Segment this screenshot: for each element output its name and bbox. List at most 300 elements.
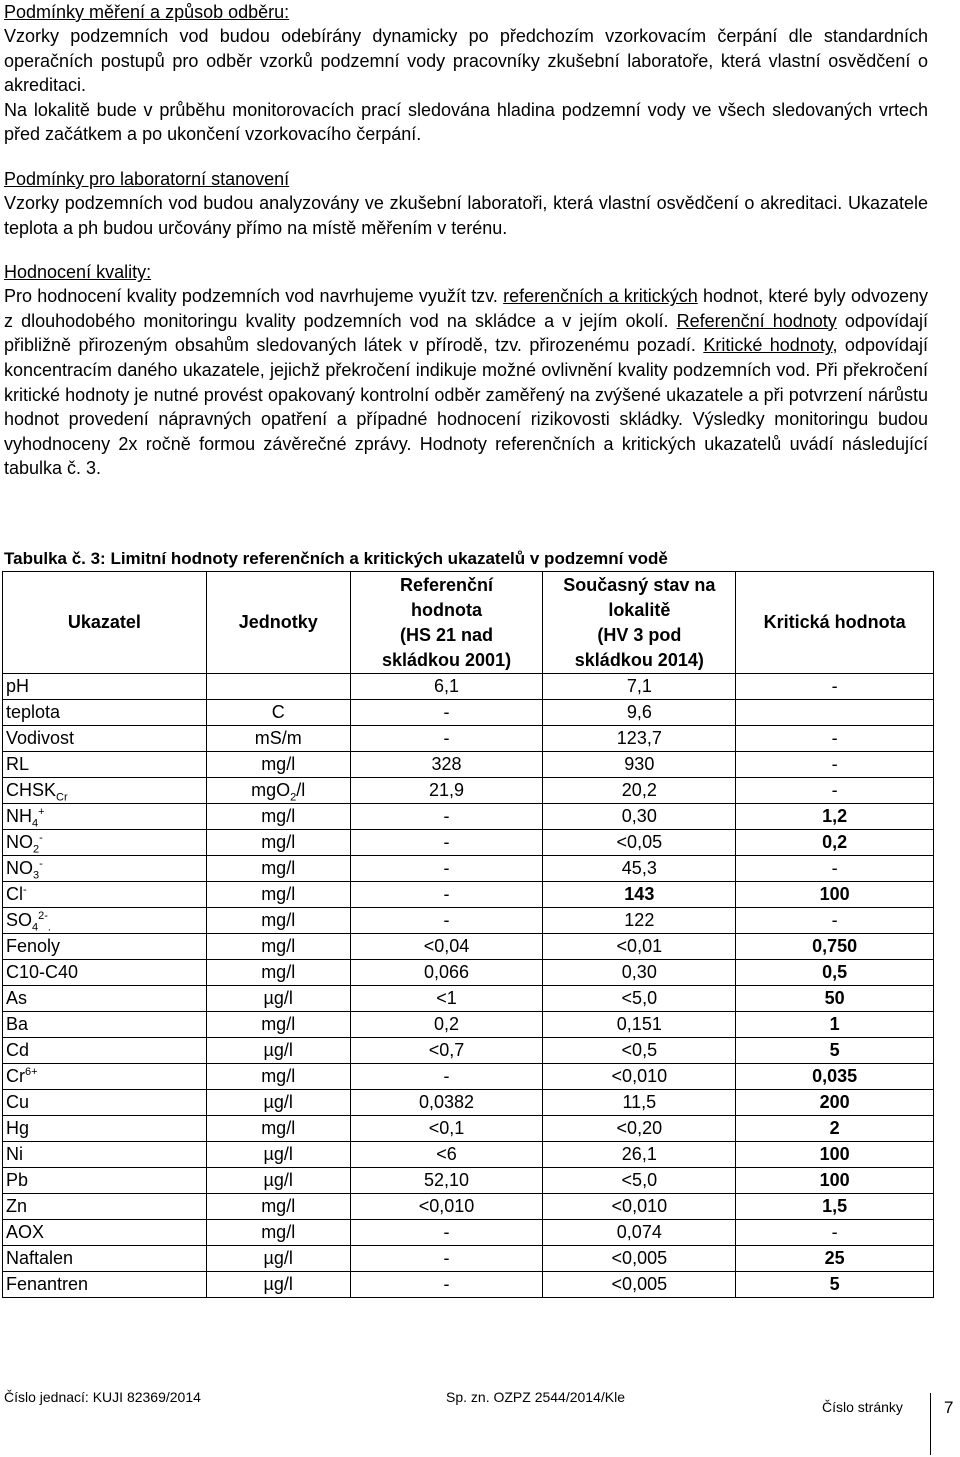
cell-indicator: [3, 1246, 207, 1272]
cell-text: 6+: [25, 1066, 38, 1078]
cell-unit: [206, 1116, 350, 1142]
cell-reference: [350, 1012, 543, 1038]
cell-text: mg/l: [261, 858, 296, 878]
cell-reference: [350, 1142, 543, 1168]
cell-text: C10-C40: [6, 962, 79, 982]
cell-text: mg/l: [261, 1222, 296, 1242]
cell-indicator: [3, 934, 207, 960]
cell-unit: [206, 804, 350, 830]
cell-critical: [736, 1220, 934, 1246]
text-run: , odpovídají koncentracím daného ukazatele, jejichž překročení indikuje možné ovlivnění kvality podzemních vod. Při překročení kritické hodnoty je nutné provést opakovaný kontrolní odběr zaměřený na zvýšené ukazatele a při potvrzení nárůstu hodnot provedení nápravných opatření a případné hodnocení rizikovosti skládky. Výsledky monitoringu budou vyhodnoceny 2x ročně formou závěrečné zprávy. Hodnoty referenčních a kritických ukazatelů uvádí následující tabulka č. 3.: [4, 335, 928, 479]
cell-text: -: [443, 858, 450, 878]
cell-text: <0,01: [616, 936, 663, 956]
cell-current: [543, 1116, 736, 1142]
cell-unit: [206, 726, 350, 752]
cell-indicator: [3, 804, 207, 830]
cell-current: [543, 1038, 736, 1064]
cell-indicator: [3, 1090, 207, 1116]
cell-current: [543, 856, 736, 882]
cell-text: mg/l: [261, 962, 296, 982]
cell-text: Hg: [6, 1118, 30, 1138]
table-row: [3, 1012, 934, 1038]
paragraph: Vzorky podzemních vod budou analyzovány ve zkušební laboratoři, která vlastní osvědčení o akreditaci. Ukazatele teplota a ph budou určovány přímo na místě měřením v terénu.: [4, 192, 928, 238]
header-indicator: Ukazatel: [3, 572, 207, 674]
cell-text: 1: [829, 1014, 840, 1034]
cell-unit: [206, 1220, 350, 1246]
cell-current: [543, 934, 736, 960]
cell-text: Cr: [6, 1066, 25, 1086]
cell-text: 0,30: [621, 806, 657, 826]
cell-current: [543, 700, 736, 726]
cell-critical: [736, 1064, 934, 1090]
text-run: hodnot, které byly odvozeny z dlouhodobého monitoringu kvality podzemních vod na skládce a v jejím okolí.: [4, 286, 928, 331]
cell-text: -: [39, 858, 43, 870]
table-row: [3, 1064, 934, 1090]
cell-text: <5,0: [621, 988, 658, 1008]
table-row: [3, 960, 934, 986]
cell-text: -: [443, 1222, 450, 1242]
header-line: hodnota: [411, 599, 483, 620]
cell-text: -: [831, 910, 838, 930]
header-line: skládkou 2014): [574, 649, 704, 670]
cell-reference: [350, 908, 543, 934]
underlined-term: Referenční hodnoty: [676, 310, 837, 331]
cell-reference: [350, 1194, 543, 1220]
cell-reference: [350, 856, 543, 882]
cell-text: 0,074: [616, 1222, 662, 1242]
header-line: skládkou 2001): [382, 649, 512, 670]
footer-ref-number: Číslo jednací: KUJI 82369/2014: [4, 1389, 201, 1405]
section-lab: [4, 167, 928, 240]
cell-text: 2: [33, 843, 40, 856]
cell-current: [543, 986, 736, 1012]
cell-text: mg/l: [261, 754, 296, 774]
cell-text: Vodivost: [6, 728, 75, 748]
cell-text: mg/l: [261, 1118, 296, 1138]
cell-text: <0,010: [611, 1196, 668, 1216]
cell-critical: [736, 1194, 934, 1220]
cell-indicator: [3, 778, 207, 804]
cell-indicator: [3, 1168, 207, 1194]
table-row: [3, 856, 934, 882]
cell-reference: [350, 1090, 543, 1116]
header-line: Současný stav na: [563, 574, 716, 595]
cell-text: 5: [829, 1274, 840, 1294]
cell-critical: [736, 674, 934, 700]
cell-indicator: [3, 1116, 207, 1142]
cell-text: Ni: [6, 1144, 23, 1164]
cell-text: 25: [824, 1248, 845, 1268]
table-row: [3, 700, 934, 726]
cell-text: AOX: [6, 1222, 45, 1242]
table-row: [3, 778, 934, 804]
cell-indicator: [3, 1038, 207, 1064]
cell-unit: [206, 960, 350, 986]
cell-text: mg/l: [261, 1066, 296, 1086]
cell-indicator: [3, 1272, 207, 1298]
table-row: [3, 1090, 934, 1116]
cell-current: [543, 674, 736, 700]
cell-text: -: [831, 1222, 838, 1242]
cell-unit: [206, 1168, 350, 1194]
paragraph: Vzorky podzemních vod budou odebírány dynamicky po předchozím vzorkovacím čerpání dle standardních operačních postupů pro odběr vzorků podzemní vody pracovníky zkušební laboratoře, která vlastní osvědčení o akreditaci.: [4, 26, 928, 96]
cell-indicator: [3, 752, 207, 778]
cell-text: <1: [436, 988, 457, 1008]
header-units: Jednotky: [206, 572, 350, 674]
cell-indicator: [3, 1012, 207, 1038]
cell-text: 100: [819, 884, 850, 904]
cell-unit: [206, 882, 350, 908]
cell-reference: [350, 934, 543, 960]
cell-reference: [350, 882, 543, 908]
cell-text: 1,5: [822, 1196, 848, 1216]
cell-text: 9,6: [626, 702, 652, 722]
cell-reference: [350, 674, 543, 700]
cell-text: C: [271, 702, 285, 722]
cell-text: <0,05: [616, 832, 663, 852]
cell-text: NO: [6, 858, 33, 878]
table-row: [3, 882, 934, 908]
cell-text: NO: [6, 832, 33, 852]
cell-text: 100: [819, 1170, 850, 1190]
cell-critical: [736, 986, 934, 1012]
cell-unit: [206, 1064, 350, 1090]
header-line: (HV 3 pod: [597, 624, 682, 645]
cell-text: 5: [829, 1040, 840, 1060]
table-row: [3, 726, 934, 752]
cell-reference: [350, 804, 543, 830]
cell-text: 4: [32, 817, 39, 830]
cell-text: 2-: [38, 910, 48, 922]
cell-text: 100: [819, 1144, 850, 1164]
section-conditions: [4, 0, 928, 147]
cell-indicator: [3, 700, 207, 726]
cell-critical: [736, 1142, 934, 1168]
header-line: (HS 21 nad: [400, 624, 494, 645]
cell-text: Cd: [6, 1040, 30, 1060]
cell-unit: [206, 908, 350, 934]
cell-text: 123,7: [616, 728, 662, 748]
cell-critical: [736, 856, 934, 882]
cell-unit: [206, 1038, 350, 1064]
cell-reference: [350, 960, 543, 986]
cell-indicator: [3, 1194, 207, 1220]
cell-text: As: [6, 988, 28, 1008]
cell-critical: [736, 778, 934, 804]
cell-reference: [350, 700, 543, 726]
cell-critical: [736, 1246, 934, 1272]
cell-current: [543, 726, 736, 752]
cell-text: 6,1: [434, 676, 460, 696]
cell-text: 26,1: [621, 1144, 657, 1164]
cell-reference: [350, 1116, 543, 1142]
cell-text: 21,9: [429, 780, 465, 800]
cell-critical: [736, 700, 934, 726]
cell-current: [543, 1246, 736, 1272]
cell-text: mg/l: [261, 1196, 296, 1216]
cell-text: 328: [431, 754, 462, 774]
footer-file-mark: Sp. zn. OZPZ 2544/2014/Kle: [446, 1389, 625, 1405]
cell-reference: [350, 752, 543, 778]
footer-page-label: Číslo stránky: [822, 1399, 903, 1415]
cell-text: 1,2: [822, 806, 848, 826]
cell-reference: [350, 726, 543, 752]
cell-unit: [206, 934, 350, 960]
table-caption: Tabulka č. 3: Limitní hodnoty referenčních a kritických ukazatelů v podzemní vodě: [4, 549, 668, 568]
cell-text: mS/m: [254, 728, 302, 748]
cell-unit: [206, 1012, 350, 1038]
cell-unit: [206, 986, 350, 1012]
table-row: [3, 1194, 934, 1220]
cell-text: <0,20: [616, 1118, 663, 1138]
cell-text: -: [39, 832, 43, 844]
cell-text: µg/l: [263, 1274, 293, 1294]
cell-critical: [736, 960, 934, 986]
cell-current: [543, 960, 736, 986]
table-body: [3, 674, 934, 1298]
cell-reference: [350, 1168, 543, 1194]
document-body: [4, 0, 928, 481]
cell-reference: [350, 1038, 543, 1064]
cell-indicator: [3, 1142, 207, 1168]
cell-text: 7,1: [626, 676, 652, 696]
cell-text: mg/l: [261, 884, 296, 904]
cell-text: mg/l: [261, 936, 296, 956]
table-row: [3, 986, 934, 1012]
table-row: [3, 1272, 934, 1298]
cell-current: [543, 1142, 736, 1168]
cell-indicator: [3, 1220, 207, 1246]
limits-table: [2, 571, 934, 1298]
cell-text: 122: [624, 910, 655, 930]
cell-text: <0,010: [611, 1066, 668, 1086]
cell-unit: [206, 830, 350, 856]
cell-text: -: [443, 884, 450, 904]
cell-text: 45,3: [621, 858, 657, 878]
section-quality: [4, 260, 928, 481]
cell-text: 3: [33, 869, 40, 882]
cell-text: 0,750: [812, 936, 858, 956]
cell-text: teplota: [6, 702, 61, 722]
cell-text: µg/l: [263, 1144, 293, 1164]
cell-text: <0,010: [418, 1196, 475, 1216]
cell-reference: [350, 986, 543, 1012]
cell-text: -: [443, 1248, 450, 1268]
cell-text: Naftalen: [6, 1248, 74, 1268]
cell-text: 11,5: [622, 1092, 657, 1112]
cell-reference: [350, 1220, 543, 1246]
cell-text: mg/l: [261, 1014, 296, 1034]
header-line: Referenční: [400, 574, 494, 595]
table-row: [3, 752, 934, 778]
cell-unit: [206, 778, 350, 804]
cell-text: <0,7: [428, 1040, 465, 1060]
cell-critical: [736, 752, 934, 778]
cell-unit: [206, 1246, 350, 1272]
cell-reference: [350, 1272, 543, 1298]
cell-text: 0,066: [424, 962, 470, 982]
cell-text: Fenoly: [6, 936, 61, 956]
cell-indicator: [3, 882, 207, 908]
header-line: lokalitě: [608, 599, 671, 620]
cell-current: [543, 778, 736, 804]
cell-reference: [350, 778, 543, 804]
cell-critical: [736, 1090, 934, 1116]
section-heading: Podmínky pro laboratorní stanovení: [4, 168, 290, 189]
table-row: [3, 674, 934, 700]
cell-current: [543, 1168, 736, 1194]
table-row: [3, 804, 934, 830]
cell-text: pH: [6, 676, 30, 696]
cell-text: 930: [624, 754, 655, 774]
cell-text: Cl: [6, 884, 23, 904]
cell-indicator: [3, 986, 207, 1012]
cell-unit: [206, 700, 350, 726]
table-row: [3, 1116, 934, 1142]
cell-unit: [206, 1194, 350, 1220]
cell-current: [543, 1090, 736, 1116]
section-heading: Podmínky měření a způsob odběru:: [4, 2, 290, 22]
cell-text: 50: [824, 988, 845, 1008]
cell-reference: [350, 830, 543, 856]
cell-text: .: [47, 921, 51, 934]
cell-text: µg/l: [263, 988, 293, 1008]
cell-current: [543, 1012, 736, 1038]
cell-text: -: [831, 754, 838, 774]
section-heading: Hodnocení kvality:: [4, 262, 152, 283]
table-row: [3, 934, 934, 960]
cell-current: [543, 830, 736, 856]
header-critical: Kritická hodnota: [736, 572, 934, 674]
cell-current: [543, 1220, 736, 1246]
cell-text: 0,035: [812, 1066, 858, 1086]
paragraph: Na lokalitě bude v průběhu monitorovacích prací sledována hladina podzemní vody ve všech sledovaných vrtech před začátkem a po ukončení vzorkovacího čerpání.: [4, 99, 928, 145]
cell-indicator: [3, 856, 207, 882]
cell-text: 0,2: [434, 1014, 460, 1034]
underlined-term: Kritické hodnoty: [703, 335, 833, 356]
text-run: odpovídají přibližně přirozeným obsahům sledovaných látek v přírodě, tzv. přirozenému pozadí.: [4, 310, 928, 356]
cell-text: -: [831, 858, 838, 878]
cell-critical: [736, 1272, 934, 1298]
cell-text: Cu: [6, 1092, 30, 1112]
cell-text: <5,0: [621, 1170, 658, 1190]
cell-text: RL: [6, 754, 30, 774]
cell-text: 4: [32, 921, 39, 934]
cell-text: 2: [290, 791, 297, 804]
cell-text: -: [831, 780, 838, 800]
cell-unit: [206, 1090, 350, 1116]
cell-text: Pb: [6, 1170, 29, 1190]
cell-text: -: [443, 1066, 450, 1086]
table-row: [3, 1142, 934, 1168]
cell-text: µg/l: [263, 1170, 293, 1190]
cell-text: SO: [6, 910, 33, 930]
cell-text: -: [443, 702, 450, 722]
cell-text: Cr: [56, 791, 68, 804]
cell-text: -: [443, 728, 450, 748]
cell-text: mg/l: [261, 832, 296, 852]
cell-current: [543, 882, 736, 908]
cell-current: [543, 804, 736, 830]
cell-critical: [736, 934, 934, 960]
cell-text: -: [443, 832, 450, 852]
cell-indicator: [3, 674, 207, 700]
page-number: 7: [944, 1398, 954, 1417]
cell-indicator: [3, 908, 207, 934]
cell-text: -: [443, 910, 450, 930]
cell-critical: [736, 1116, 934, 1142]
cell-text: 0,30: [621, 962, 657, 982]
cell-critical: [736, 830, 934, 856]
footer-divider: [930, 1393, 931, 1455]
cell-text: 0,5: [822, 962, 848, 982]
cell-text: 0,0382: [419, 1092, 475, 1112]
cell-critical: [736, 1168, 934, 1194]
cell-critical: [736, 804, 934, 830]
cell-text: -: [443, 806, 450, 826]
cell-indicator: [3, 1064, 207, 1090]
cell-current: [543, 1064, 736, 1090]
cell-text: <0,005: [611, 1248, 668, 1268]
cell-text: <0,5: [621, 1040, 658, 1060]
cell-critical: [736, 1038, 934, 1064]
cell-text: 0,2: [822, 832, 848, 852]
cell-indicator: [3, 726, 207, 752]
cell-text: Ba: [6, 1014, 29, 1034]
paragraph: [4, 284, 928, 481]
cell-text: +: [38, 806, 45, 818]
cell-text: mgO: [251, 780, 291, 800]
cell-text: µg/l: [263, 1248, 293, 1268]
cell-text: 2: [829, 1118, 840, 1138]
text-run: Pro hodnocení kvality podzemních vod navrhujeme využít tzv.: [4, 286, 504, 307]
cell-unit: [206, 1142, 350, 1168]
cell-reference: [350, 1246, 543, 1272]
cell-unit: [206, 752, 350, 778]
cell-text: -: [831, 728, 838, 748]
table-row: [3, 1246, 934, 1272]
cell-text: <0,1: [428, 1118, 465, 1138]
table-row: [3, 1220, 934, 1246]
cell-indicator: [3, 830, 207, 856]
cell-text: 0,151: [616, 1014, 662, 1034]
cell-text: /l: [296, 780, 306, 800]
cell-critical: [736, 1012, 934, 1038]
cell-text: NH: [6, 806, 32, 826]
cell-text: -: [443, 1274, 450, 1294]
table-row: [3, 1168, 934, 1194]
cell-critical: [736, 726, 934, 752]
cell-unit: [206, 1272, 350, 1298]
cell-text: 20,2: [621, 780, 657, 800]
cell-text: µg/l: [263, 1092, 293, 1112]
cell-critical: [736, 882, 934, 908]
cell-text: -: [23, 884, 27, 896]
cell-current: [543, 1194, 736, 1220]
cell-text: 143: [624, 884, 655, 904]
cell-text: <0,04: [423, 936, 470, 956]
cell-text: mg/l: [261, 806, 296, 826]
cell-text: 200: [819, 1092, 850, 1112]
cell-text: Zn: [6, 1196, 28, 1216]
table-header-row: [3, 572, 934, 674]
cell-critical: [736, 908, 934, 934]
cell-unit: [206, 674, 350, 700]
cell-text: 52,10: [424, 1170, 470, 1190]
cell-current: [543, 752, 736, 778]
cell-unit: [206, 856, 350, 882]
cell-text: Fenantren: [6, 1274, 89, 1294]
